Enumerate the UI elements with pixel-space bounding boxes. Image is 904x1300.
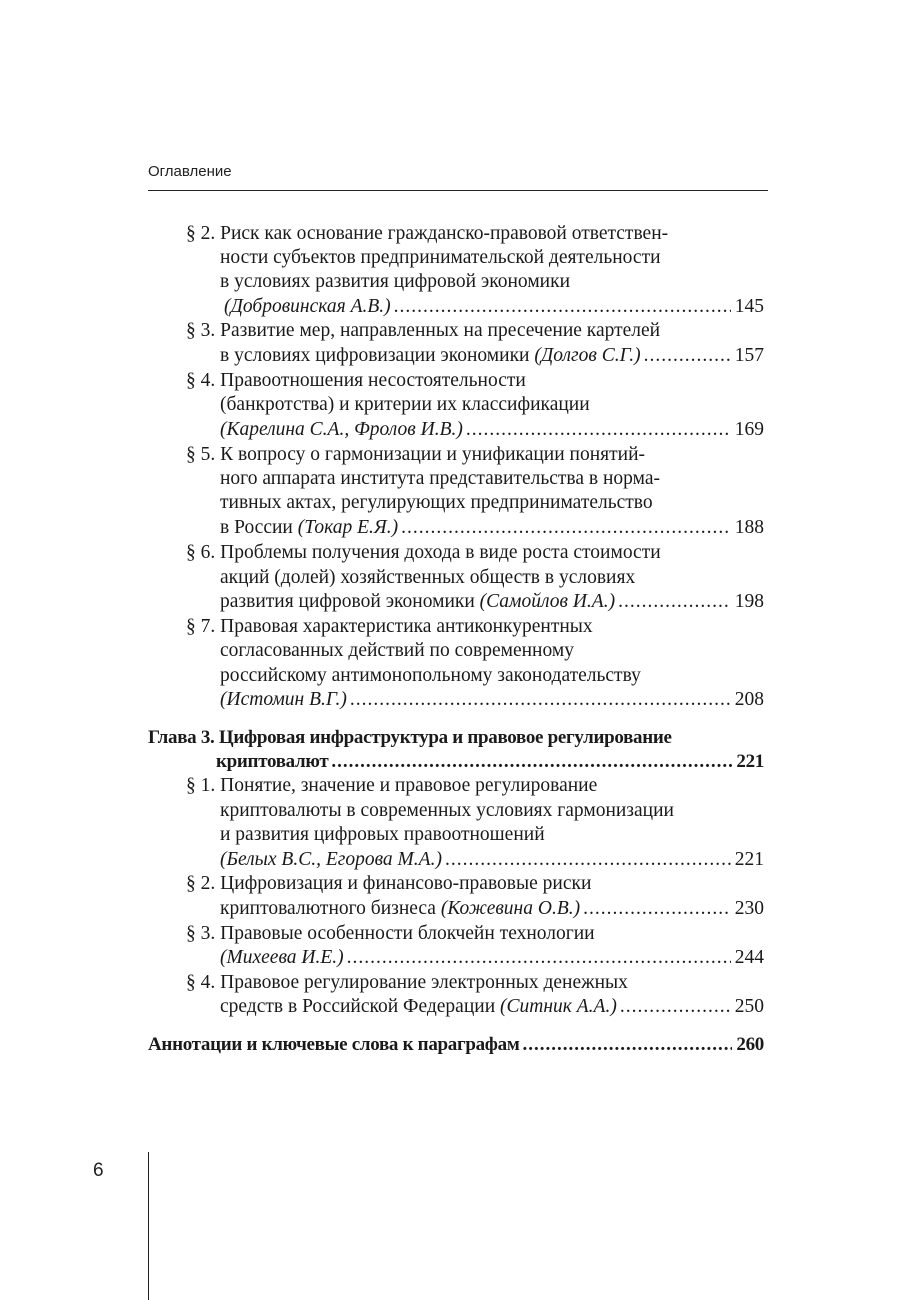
dot-leader (644, 344, 731, 368)
toc-page-number: 250 (734, 996, 764, 1017)
toc-entry-leader[interactable] (220, 344, 764, 368)
toc-line: согласованных действий по современному (220, 640, 574, 661)
toc-author: (Карелина С.А., Фролов И.В.) (220, 419, 463, 440)
dot-leader (350, 688, 731, 712)
toc-entry-leader[interactable] (220, 688, 764, 712)
toc-text: развития цифровой экономики (Самойлов И.А.) (220, 591, 616, 612)
dot-leader (401, 516, 731, 540)
toc-page-number: 221 (734, 849, 764, 870)
toc-line: криптовалюты в современных условиях гармонизации (220, 800, 674, 821)
dot-leader (347, 946, 731, 970)
dot-leader (620, 995, 731, 1019)
dot-leader (394, 295, 731, 319)
toc-page-number: 198 (734, 591, 764, 612)
toc-page-number: 157 (734, 345, 764, 366)
dot-leader (331, 750, 732, 774)
toc-page-number: 208 (734, 689, 764, 710)
toc-author: (Михеева И.Е.) (220, 947, 344, 968)
chapter-page-number: 221 (736, 751, 764, 772)
toc-line: тивных актах, регулирующих предпринимательство (220, 492, 653, 513)
toc-line: (банкротства) и критерии их классификации (220, 394, 590, 415)
toc-entry-leader[interactable] (220, 590, 764, 614)
toc-author: (Белых В.С., Егорова М.А.) (220, 849, 442, 870)
toc-line: § 4. Правовое регулирование электронных денежных (186, 972, 628, 993)
toc-line: § 2. Риск как основание гражданско-правовой ответствен- (186, 223, 669, 244)
toc-line: ного аппарата института представительства в норма- (220, 468, 660, 489)
toc-line: в условиях развития цифровой экономики (220, 271, 571, 292)
toc-line: российскому антимонопольному законодательству (220, 665, 641, 686)
toc-line: § 1. Понятие, значение и правовое регулирование (186, 775, 598, 796)
toc-line: § 7. Правовая характеристика антиконкурентных (186, 616, 593, 637)
margin-rule (148, 1152, 149, 1300)
toc-line: и развития цифровых правоотношений (220, 824, 545, 845)
toc-author: (Истомин В.Г.) (220, 689, 347, 710)
toc-line: § 2. Цифровизация и финансово-правовые риски (186, 873, 592, 894)
toc-entry-leader[interactable] (220, 946, 764, 970)
toc-author: (Долгов С.Г.) (534, 345, 641, 366)
dot-leader (445, 848, 731, 872)
toc-page-number: 244 (734, 947, 764, 968)
toc-author: (Ситник А.А.) (500, 996, 617, 1017)
toc-line: § 3. Правовые особенности блокчейн технологии (186, 923, 595, 944)
chapter-entry-leader[interactable] (216, 750, 764, 774)
toc-author: (Токар Е.Я.) (297, 517, 399, 538)
annotations-entry-leader[interactable] (148, 1033, 764, 1057)
toc-page-number: 230 (734, 898, 764, 919)
toc-line: § 5. К вопросу о гармонизации и унификации понятий- (186, 444, 646, 465)
toc-author: (Кожевина О.В.) (440, 898, 581, 919)
toc-entry-leader[interactable] (220, 995, 764, 1019)
toc-entry-leader[interactable] (220, 516, 764, 540)
dot-leader (522, 1033, 732, 1057)
toc-line: § 4. Правоотношения несостоятельности (186, 370, 526, 391)
dot-leader (583, 897, 731, 921)
annotations-title: Аннотации и ключевые слова к параграфам (148, 1034, 520, 1055)
toc-text: средств в Российской Федерации (Ситник А.А.) (220, 996, 617, 1017)
toc-line: акций (долей) хозяйственных обществ в условиях (220, 567, 636, 588)
running-head: Оглавление (148, 163, 232, 180)
toc-page-number: 145 (734, 296, 764, 317)
toc-author: (Добровинская А.В.) (224, 296, 391, 317)
toc-entry-leader[interactable] (220, 897, 764, 921)
toc-line: ности субъектов предпринимательской деятельности (220, 247, 661, 268)
toc-entry-leader[interactable] (220, 418, 764, 442)
page-number: 6 (93, 1160, 104, 1181)
toc-page-number: 169 (734, 419, 764, 440)
toc-entry-leader[interactable] (220, 848, 764, 872)
dot-leader (618, 590, 731, 614)
toc-text: в условиях цифровизации экономики (Долгов С.Г.) (220, 345, 641, 366)
toc-author: (Самойлов И.А.) (479, 591, 616, 612)
toc-line: § 6. Проблемы получения дохода в виде роста стоимости (186, 542, 661, 563)
toc-text: в России (Токар Е.Я.) (220, 517, 399, 538)
chapter-title: Глава 3. Цифровая инфраструктура и правовое регулирование (148, 727, 672, 748)
toc-page-number: 188 (734, 517, 764, 538)
toc-line: § 3. Развитие мер, направленных на пресечение картелей (186, 320, 661, 341)
chapter-title-continued: криптовалют (216, 751, 329, 772)
dot-leader (466, 418, 731, 442)
toc-text: криптовалютного бизнеса (Кожевина О.В.) (220, 898, 581, 919)
toc-entry-leader[interactable] (224, 295, 764, 319)
annotations-page-number: 260 (736, 1034, 764, 1055)
